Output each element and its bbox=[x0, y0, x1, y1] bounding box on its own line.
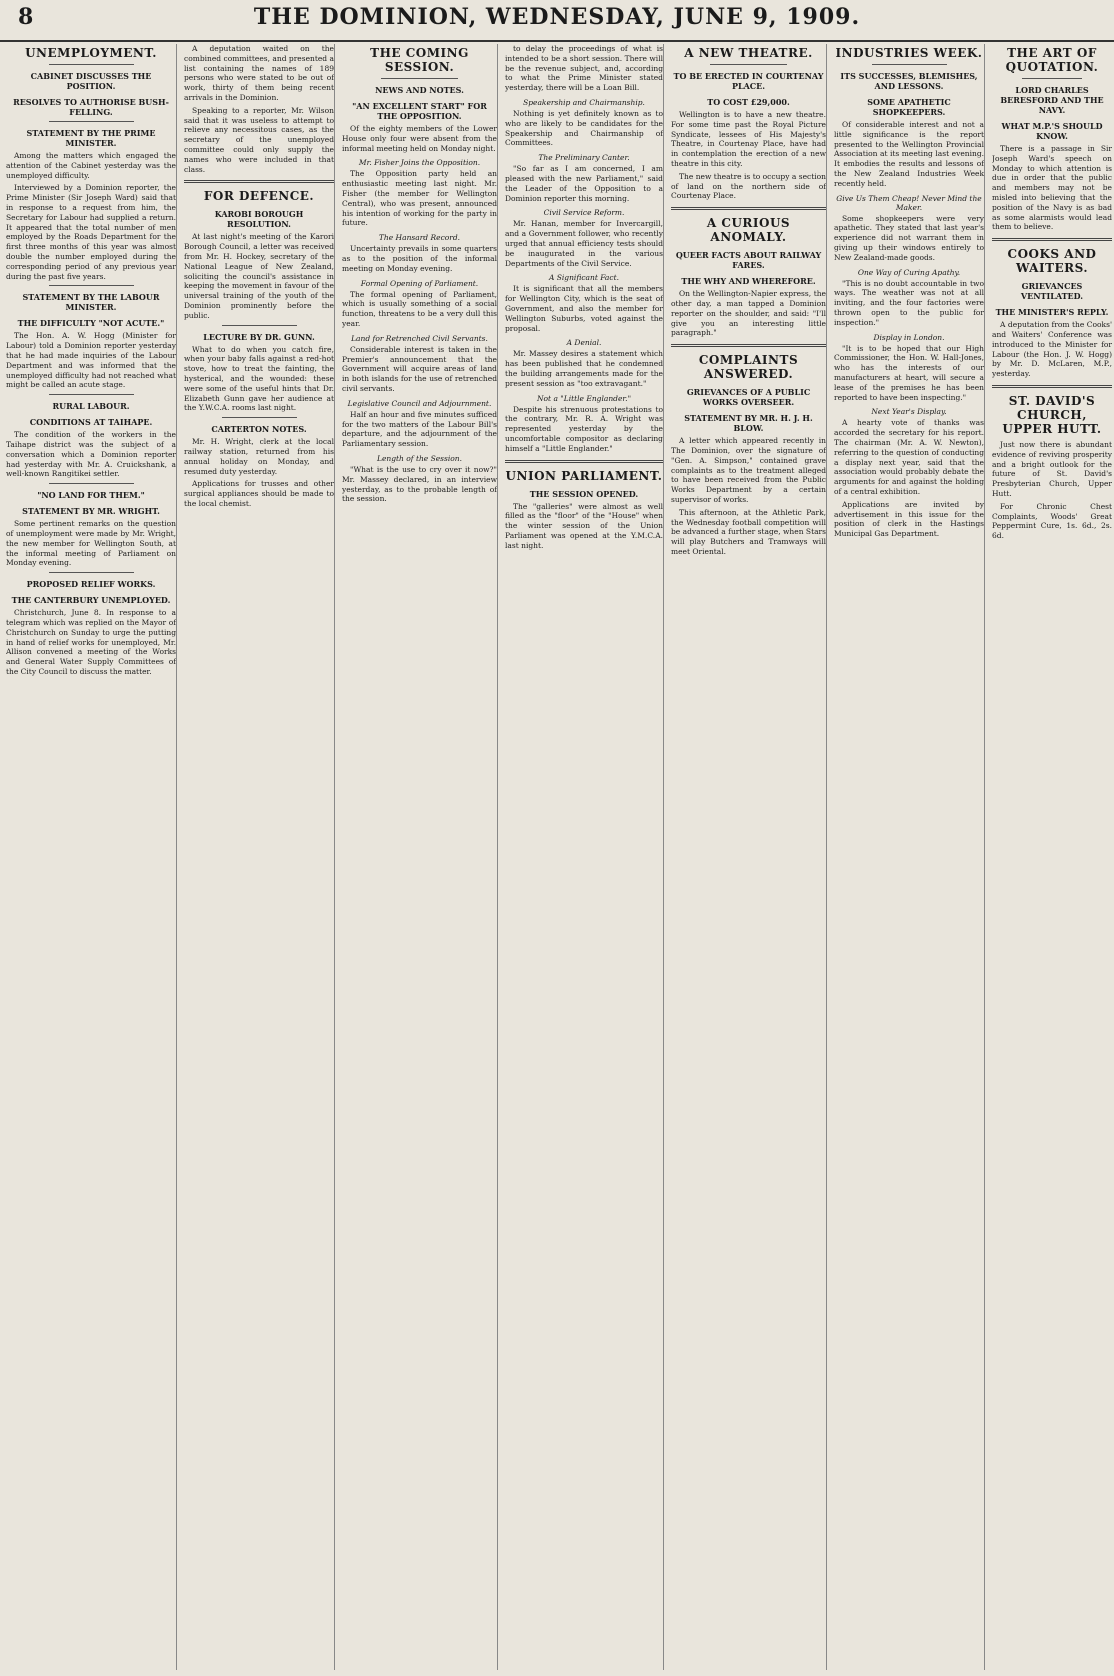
section-title: A Significant Fact. bbox=[548, 273, 620, 283]
article-paragraph: to delay the proceedings of what is intended to be a short session. There will be the revenue subject, and, according to what the Prime Minister stated yesterday, there will be a Loan Bill. bbox=[505, 44, 663, 93]
article-paragraph: Mr. Hanan, member for Invercargill, and a Government follower, who recently urged that annual efficiency tests should be inaugurated in the various Departments of the Civil Service. bbox=[505, 219, 663, 268]
article-paragraph: The Opposition party held an enthusiastic meeting last night. Mr. Fisher (the member for Wellington Central), who was present, announced his intention of working for the party in future. bbox=[342, 169, 497, 228]
subhead: STATEMENT BY MR. WRIGHT. bbox=[22, 506, 160, 517]
headline-cooks-and-waiters: COOKS AND WAITERS. bbox=[1007, 247, 1097, 276]
subhead: THE DIFFICULTY "NOT ACUTE." bbox=[17, 318, 165, 329]
article-paragraph: Christchurch, June 8. In response to a telegram which was replied on the Mayor of Christchurch on Sunday to urge the putting in hand of relief works for unemployed, Mr. Allison convened a meeting of the Works and General Water Supply Committees of the City Council to discuss the matter. bbox=[6, 608, 176, 676]
article-paragraph: The Hon. A. W. Hogg (Minister for Labour) told a Dominion reporter yesterday that he had made inquiries of the Labour Department and was informed that the unemployed difficulty had not reached what might be called an acute stage. bbox=[6, 331, 176, 390]
article-paragraph: "So far as I am concerned, I am pleased with the new Parliament," said the Leader of the Opposition to a Dominion reporter this morning. bbox=[505, 164, 663, 203]
subhead: CABINET DISCUSSES THE POSITION. bbox=[30, 71, 152, 91]
headline-union-parliament: UNION PARLIAMENT. bbox=[505, 468, 663, 483]
subhead: CONDITIONS AT TAIHAPE. bbox=[29, 417, 153, 428]
headline-new-theatre: A NEW THEATRE. bbox=[684, 46, 813, 60]
section-title: Mr. Fisher Joins the Opposition. bbox=[358, 158, 481, 168]
section-title: Speakership and Chairmanship. bbox=[523, 97, 645, 107]
section-title: Legislative Council and Adjournment. bbox=[347, 398, 492, 408]
headline-coming-session: THE COMING SESSION. bbox=[370, 46, 469, 74]
article-paragraph: Speaking to a reporter, Mr. Wilson said that it was useless to attempt to relieve any necessitous cases, as the secretary of the unemployed committee could only supply the names who were included in that class. bbox=[184, 105, 334, 174]
section-title: Display in London. bbox=[873, 332, 945, 342]
article-paragraph: Some shopkeepers were very apathetic. They stated that last year's experience did not warrant them in giving up their windows entirely to New Zealand-made goods. bbox=[834, 213, 984, 262]
subhead: PROPOSED RELIEF WORKS. bbox=[26, 579, 156, 590]
headline-industries-week: INDUSTRIES WEEK. bbox=[835, 46, 983, 60]
subhead: STATEMENT BY THE PRIME MINISTER. bbox=[26, 128, 156, 148]
article-paragraph: Of considerable interest and not a little significance is the report presented to the Wellington Provincial Association at its meeting last evening. It embodies the results and lessons of the New Zealand Industries Week recently held. bbox=[834, 120, 984, 188]
headline-complaints-answered: COMPLAINTS ANSWERED. bbox=[698, 353, 799, 382]
article-paragraph: Half an hour and five minutes sufficed for the two matters of the Labour Bill's departure, and the adjournment of the Parliamentary session. bbox=[342, 409, 497, 449]
headline-curious-anomaly: A CURIOUS ANOMALY. bbox=[706, 216, 791, 245]
section-title: The Preliminary Canter. bbox=[538, 153, 630, 163]
subhead: NEWS AND NOTES. bbox=[375, 85, 464, 95]
headline-unemployment: UNEMPLOYMENT. bbox=[25, 46, 157, 60]
column-7 bbox=[992, 44, 1112, 1670]
article-paragraph: Among the matters which engaged the attention of the Cabinet yesterday was the unemployed difficulty. bbox=[6, 151, 176, 180]
subhead: SOME APATHETIC SHOPKEEPERS. bbox=[867, 97, 951, 117]
subhead: THE CANTERBURY UNEMPLOYED. bbox=[11, 595, 171, 606]
section-title: Land for Retrenched Civil Servants. bbox=[351, 333, 488, 343]
article-paragraph: The formal opening of Parliament, which is usually something of a social function, threatens to be a very dull this year. bbox=[342, 289, 497, 328]
section-title: Length of the Session. bbox=[376, 453, 463, 463]
headline-for-defence: FOR DEFENCE. bbox=[203, 189, 315, 204]
section-title: Formal Opening of Parliament. bbox=[360, 278, 479, 288]
subhead: "AN EXCELLENT START" FOR THE OPPOSITION. bbox=[352, 101, 487, 121]
section-title: Civil Service Reform. bbox=[543, 208, 625, 218]
column-6 bbox=[834, 44, 985, 1670]
column-5 bbox=[671, 44, 827, 1670]
headline-st-davids-church: ST. DAVID'S CHURCH, UPPER HUTT. bbox=[1002, 393, 1102, 436]
subhead: STATEMENT BY THE LABOUR MINISTER. bbox=[22, 292, 160, 313]
article-paragraph: "It is to be hoped that our High Commissioner, the Hon. W. Hall-Jones, who has the interests of our manufacturers at heart, will secure a lease of the premises he has been reported to have been inspecting." bbox=[834, 343, 984, 402]
headline-art-of-quotation: THE ART OF QUOTATION. bbox=[1005, 46, 1099, 74]
section-title: Give Us Them Cheap! Never Mind the Maker. bbox=[836, 193, 982, 212]
article-paragraph: Some pertinent remarks on the question of unemployment were made by Mr. Wright, the new member for Wellington South, at the informal meeting of Parliament on Monday evening. bbox=[6, 519, 176, 568]
article-paragraph: Considerable interest is taken in the Premier's announcement that the Government will acquire areas of land in both islands for the use of retrenched civil servants. bbox=[342, 344, 497, 393]
article-paragraph: What to do when you catch fire, when your baby falls against a red-hot stove, how to treat the fainting, the hysterical, and the wounded: these were some of the useful hints that Dr. Elizabeth Gunn gave her audience at the Y.W.C.A. rooms last night. bbox=[184, 344, 334, 413]
section-title: Next Year's Display. bbox=[871, 407, 947, 417]
article-paragraph: At last night's meeting of the Karori Borough Council, a letter was received from Mr. H. Hockey, secretary of the National League of New Zealand, soliciting the council's assistance in keeping the movement in favour of the universal training of the youth of the Dominion prominently before the public. bbox=[184, 232, 334, 320]
newspaper-title: THE DOMINION, WEDNESDAY, JUNE 9, 1909. bbox=[253, 4, 861, 30]
article-paragraph: Despite his strenuous protestations to the contrary, Mr. R. A. Wright was represented yesterday by the uncomfortable compositor as declaring himself a "Little Englander." bbox=[505, 404, 663, 453]
section-title: A Denial. bbox=[566, 338, 602, 348]
article-paragraph: Uncertainty prevails in some quarters as to the position of the informal meeting on Monday evening. bbox=[342, 244, 497, 273]
article-paragraph: A hearty vote of thanks was accorded the secretary for his report. The chairman (Mr. A. W. Newton), referring to the question of conducting a display next year, said that the association would probably debate the arguments for and against the holding of a central exhibition. bbox=[834, 418, 984, 496]
article-paragraph: Just now there is abundant evidence of reviving prosperity and a bright outlook for the future of St. David's Presbyterian Church, Upper Hutt. bbox=[992, 439, 1112, 498]
subhead: WHAT M.P.'S SHOULD KNOW. bbox=[1001, 121, 1103, 141]
article-paragraph: Wellington is to have a new theatre. For some time past the Royal Picture Syndicate, lessees of His Majesty's Theatre, in Courtenay Place, have had in contemplation the erection of a new theatre in this city. bbox=[671, 110, 826, 168]
section-title: Not a "Little Englander." bbox=[536, 393, 632, 403]
article-paragraph: Mr. Massey desires a statement which has been published that he condemned the building arrangements made for the present session as "too extravagant." bbox=[505, 349, 663, 388]
subhead: LECTURE BY DR. GUNN. bbox=[203, 331, 315, 342]
section-title: The Hansard Record. bbox=[378, 233, 461, 243]
subhead: TO BE ERECTED IN COURTENAY PLACE. bbox=[673, 71, 824, 91]
subhead: THE MINISTER'S REPLY. bbox=[995, 307, 1109, 318]
advertisement: For Chronic Chest Complaints, Woods' Great Peppermint Cure, 1s. 6d., 2s. 6d. bbox=[992, 501, 1112, 541]
subhead: STATEMENT BY MR. H. J. H. BLOW. bbox=[684, 413, 813, 434]
article-paragraph: On the Wellington-Napier express, the other day, a man tapped a Dominion reporter on the shoulder, and said: "I'll give you an interesting little paragraph." bbox=[671, 289, 826, 338]
subhead: RESOLVES TO AUTHORISE BUSH-FELLING. bbox=[13, 97, 169, 117]
subhead: GRIEVANCES VENTILATED. bbox=[1020, 281, 1084, 302]
article-paragraph: The condition of the workers in the Taihape district was the subject of a conversation which a Dominion reporter had yesterday with Mr. A. Cruickshank, a well-known Rangitikei settler. bbox=[6, 430, 176, 479]
subhead: KAROBI BOROUGH RESOLUTION. bbox=[214, 209, 304, 230]
article-paragraph: "What is the use to cry over it now?" Mr. Massey declared, in an interview yesterday, as to the probable length of the session. bbox=[342, 464, 497, 504]
article-paragraph: Nothing is yet definitely known as to who are likely to be candidates for the Speakership and Chairmanship of Committees. bbox=[505, 108, 663, 148]
subhead: GRIEVANCES OF A PUBLIC WORKS OVERSEER. bbox=[686, 387, 811, 408]
article-paragraph: "This is no doubt accountable in two ways. The weather was not at all inviting, and the four factories were thrown open to the public for inspection." bbox=[834, 278, 984, 327]
article-paragraph: It is significant that all the members for Wellington City, which is the seat of Government, and also the member for Wellington Suburbs, voted against the proposal. bbox=[505, 284, 663, 333]
masthead bbox=[0, 0, 1114, 42]
article-paragraph: Applications are invited by advertisement in this issue for the position of clerk in the Hastings Municipal Gas Department. bbox=[834, 499, 984, 539]
column-2 bbox=[184, 44, 335, 1670]
subhead: CARTERTON NOTES. bbox=[211, 424, 307, 435]
subhead: TO COST £29,000. bbox=[707, 97, 790, 107]
article-paragraph: This afternoon, at the Athletic Park, the Wednesday football competition will be advanced a further stage, when Stars will play Butchers and Tramways will meet Oriental. bbox=[671, 507, 826, 556]
section-title: One Way of Curing Apathy. bbox=[857, 267, 961, 277]
article-paragraph: A deputation from the Cooks' and Waiters' Conference was introduced to the Minister for Labour (the Hon. J. W. Hogg) by Mr. D. McLaren, M.P., yesterday. bbox=[992, 320, 1112, 379]
article-paragraph: Applications for trusses and other surgical appliances should be made to the local chemist. bbox=[184, 479, 334, 508]
subhead: THE SESSION OPENED. bbox=[529, 488, 639, 499]
subhead: QUEER FACTS ABOUT RAILWAY FARES. bbox=[675, 250, 822, 271]
article-paragraph: Of the eighty members of the Lower House only four were absent from the informal meeting held on Monday night. bbox=[342, 124, 497, 153]
column-4 bbox=[505, 44, 664, 1670]
article-paragraph: The "galleries" were almost as well filled as the "floor" of the "House" when the winter session of the Union Parliament was opened at the Y.M.C.A. last night. bbox=[505, 501, 663, 550]
article-paragraph: A letter which appeared recently in The Dominion, over the signature of "Gen. A. Simpson," contained grave complaints as to the treatment alleged to have been received from the Public Works Department by a certain supervisor of works. bbox=[671, 436, 826, 504]
page-number: 8 bbox=[18, 4, 34, 30]
article-paragraph: The new theatre is to occupy a section of land on the northern side of Courtenay Place. bbox=[671, 171, 826, 201]
subhead: ITS SUCCESSES, BLEMISHES, AND LESSONS. bbox=[840, 71, 978, 91]
article-paragraph: There is a passage in Sir Joseph Ward's speech on Monday to which attention is due in order that the public and members may not be misled into believing that the position of the Navy is as bad as some alarmists would lead them to believe. bbox=[992, 144, 1112, 232]
subhead: RURAL LABOUR. bbox=[52, 401, 130, 412]
article-paragraph: A deputation waited on the combined committees, and presented a list containing the names of 189 persons who were stated to be out of work, thirty of them being recent arrivals in the Dominion. bbox=[184, 44, 334, 102]
subhead: THE WHY AND WHEREFORE. bbox=[681, 276, 816, 287]
column-3 bbox=[342, 44, 498, 1670]
subhead: LORD CHARLES BERESFORD AND THE NAVY. bbox=[1000, 85, 1104, 115]
article-paragraph: Interviewed by a Dominion reporter, the Prime Minister (Sir Joseph Ward) said that in response to a request from him, the Secretary for Labour had supplied a return. It appeared that the total number of men employed by the Roads Department for the first three months of this year was almost double the number employed during the corresponding period of any previous year during the past five years. bbox=[6, 183, 176, 281]
article-paragraph: Mr. H. Wright, clerk at the local railway station, returned from his annual holiday on Monday, and resumed duty yesterday. bbox=[184, 437, 334, 476]
subhead: "NO LAND FOR THEM." bbox=[37, 490, 145, 501]
column-1 bbox=[6, 44, 177, 1670]
